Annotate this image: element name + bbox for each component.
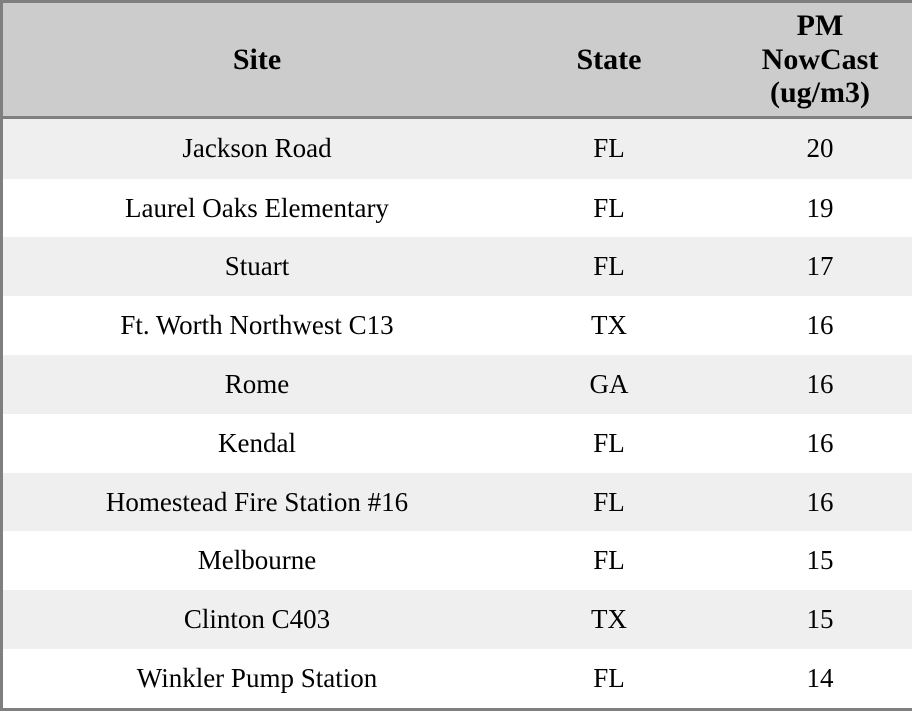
cell-state: FL	[593, 427, 625, 458]
pm-nowcast-table	[3, 3, 912, 708]
cell-site: Clinton C403	[183, 604, 331, 635]
cell-site: Winkler Pump Station	[136, 663, 378, 694]
table-row	[3, 296, 912, 355]
column-header-pm-nowcast-line3: (ug/m3)	[770, 76, 870, 110]
cell-site: Homestead Fire Station #16	[105, 486, 409, 517]
cell-state: FL	[593, 545, 625, 576]
cell-state: FL	[593, 663, 625, 694]
cell-site: Kendal	[218, 427, 296, 458]
column-header-pm-nowcast-line2: NowCast	[761, 42, 879, 76]
column-header-state: State	[511, 3, 707, 117]
cell-pm-nowcast: 15	[806, 604, 834, 635]
table-row	[3, 414, 912, 473]
cell-state: GA	[589, 368, 629, 399]
cell-pm-nowcast: 16	[806, 368, 834, 399]
table-header	[3, 3, 912, 117]
cell-site: Laurel Oaks Elementary	[125, 192, 389, 223]
cell-pm-nowcast: 16	[806, 486, 834, 517]
table-body	[3, 117, 912, 708]
cell-pm-nowcast: 20	[806, 133, 834, 164]
cell-state: FL	[593, 192, 625, 223]
table-row	[3, 237, 912, 296]
cell-state: TX	[591, 604, 627, 635]
table-row	[3, 179, 912, 238]
cell-pm-nowcast: 14	[806, 663, 834, 694]
table-row	[3, 590, 912, 649]
cell-state: TX	[591, 310, 627, 341]
table-row	[3, 473, 912, 532]
cell-site: Rome	[224, 368, 290, 399]
cell-state: FL	[593, 486, 625, 517]
cell-site: Stuart	[224, 251, 290, 282]
table-row	[3, 531, 912, 590]
table-header-row	[3, 3, 912, 117]
cell-pm-nowcast: 16	[806, 427, 834, 458]
column-header-site: Site	[3, 3, 511, 117]
table-row	[3, 649, 912, 708]
cell-site: Melbourne	[197, 545, 317, 576]
cell-pm-nowcast: 17	[806, 251, 834, 282]
table-row	[3, 355, 912, 414]
cell-pm-nowcast: 15	[806, 545, 834, 576]
cell-site: Ft. Worth Northwest C13	[120, 310, 394, 341]
cell-pm-nowcast: 16	[806, 310, 834, 341]
cell-pm-nowcast: 19	[806, 192, 834, 223]
column-header-pm-nowcast	[707, 3, 912, 117]
cell-state: FL	[593, 251, 625, 282]
cell-state: FL	[593, 133, 625, 164]
cell-site: Jackson Road	[182, 133, 332, 164]
table-row	[3, 117, 912, 178]
column-header-pm-nowcast-line1: PM	[796, 9, 844, 42]
